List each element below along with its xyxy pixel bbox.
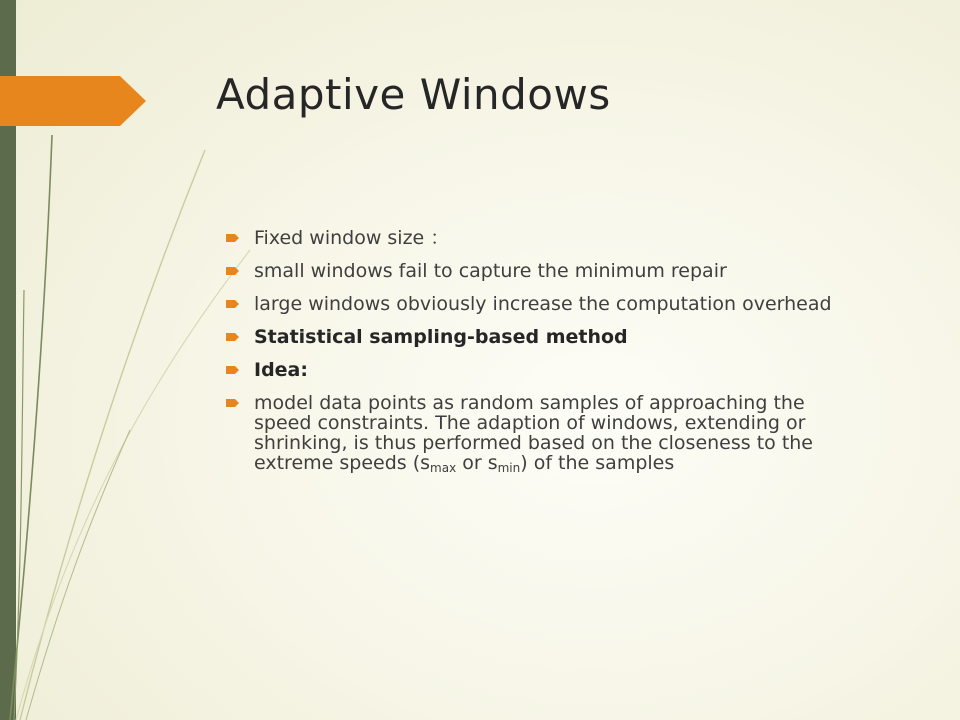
right-arrow-bullet-icon bbox=[226, 265, 240, 277]
right-arrow-bullet-icon bbox=[226, 298, 240, 310]
bullet-item bbox=[226, 261, 866, 281]
bullet-item bbox=[226, 393, 866, 473]
right-arrow-bullet-icon bbox=[226, 397, 240, 409]
right-arrow-bullet-icon bbox=[226, 364, 240, 376]
bullet-item-bold bbox=[226, 360, 866, 380]
bullet-item bbox=[226, 228, 866, 248]
bullet-text: model data points as random samples of approaching the speed constraints. The adaption of windows, extending or shrinking, is thus performed based on the closeness to the extreme speeds ($s_{max}$ or $s_{min}$) of the samples bbox=[254, 392, 813, 475]
bullet-list bbox=[226, 228, 866, 486]
bullet-text: Idea: bbox=[254, 359, 308, 381]
title-accent-arrow bbox=[0, 0, 150, 130]
bullet-text: large windows obviously increase the computation overhead bbox=[254, 293, 832, 315]
subscript-min: min bbox=[497, 461, 521, 475]
bullet-item-bold bbox=[226, 327, 866, 347]
bullet-item bbox=[226, 294, 866, 314]
bullet-text: Statistical sampling-based method bbox=[254, 326, 628, 348]
slide-title: Adaptive Windows bbox=[216, 70, 611, 119]
subscript-max: max bbox=[430, 461, 457, 475]
right-arrow-bullet-icon bbox=[226, 232, 240, 244]
bullet-text: small windows fail to capture the minimum repair bbox=[254, 260, 727, 282]
bullet-text: Fixed window size ： bbox=[254, 227, 450, 249]
right-arrow-bullet-icon bbox=[226, 331, 240, 343]
